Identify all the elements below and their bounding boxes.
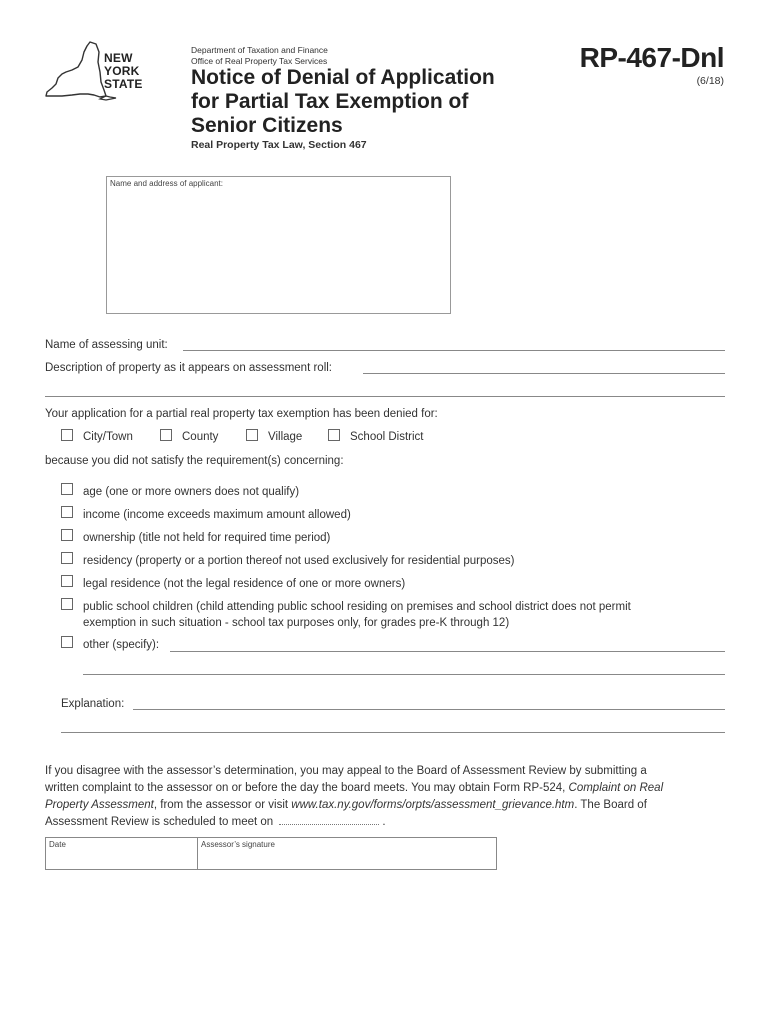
checkbox-income[interactable] [61, 506, 73, 518]
applicant-box-label: Name and address of applicant: [110, 179, 223, 188]
checkbox-other[interactable] [61, 636, 73, 648]
applicant-box[interactable] [106, 176, 451, 314]
form-title [191, 66, 495, 138]
label-age: age (one or more owners does not qualify) [83, 486, 300, 498]
checkbox-school-district[interactable] [328, 429, 340, 441]
title-line-2: for Partial Tax Exemption of [191, 90, 469, 113]
revision-date: (6/18) [696, 75, 724, 87]
title-line-3: Senior Citizens [191, 114, 343, 137]
law-reference: Real Property Tax Law, Section 467 [191, 139, 367, 151]
label-city-town: City/Town [83, 431, 133, 443]
checkbox-residency[interactable] [61, 552, 73, 564]
label-school-district: School District [350, 431, 424, 443]
date-cell[interactable] [46, 838, 198, 869]
label-income: income (income exceeds maximum amount allowed) [83, 509, 351, 521]
assessor-signature-cell[interactable] [198, 838, 496, 869]
label-county: County [182, 431, 219, 443]
appeal-text-4: . The Board of [574, 799, 647, 811]
appeal-text-2: written complaint to the assessor on or before the day the board meets. You may obtain Form RP-524, [45, 782, 569, 794]
appeal-text-6: . [382, 816, 386, 828]
appeal-paragraph [45, 763, 727, 831]
other-specify-field-continued[interactable] [83, 674, 725, 675]
description-field-continued[interactable] [45, 396, 725, 397]
label-public-school-children: public school children (child attending public school residing on premises and school district does not permit [83, 601, 631, 613]
explanation-label: Explanation: [61, 698, 125, 710]
checkbox-public-school-children[interactable] [61, 598, 73, 610]
label-village: Village [268, 431, 303, 443]
label-legal-residence: legal residence (not the legal residence of one or more owners) [83, 578, 406, 590]
because-text: because you did not satisfy the requirement(s) concerning: [45, 455, 344, 467]
explanation-field[interactable] [133, 709, 725, 710]
appeal-text-1: If you disagree with the assessor’s determination, you may appeal to the Board of Assessment Review by submitting a [45, 765, 647, 777]
description-label: Description of property as it appears on assessment roll: [45, 362, 332, 374]
appeal-text-5: Assessment Review is scheduled to meet on [45, 816, 274, 828]
checkbox-county[interactable] [160, 429, 172, 441]
logo-word-3: STATE [104, 77, 143, 91]
label-residency: residency (property or a portion thereof not used exclusively for residential purposes) [83, 555, 515, 567]
grievance-url[interactable]: www.tax.ny.gov/forms/orpts/assessment_grievance.htm [291, 799, 575, 811]
department-line-1: Department of Taxation and Finance [191, 45, 328, 55]
nys-logo [44, 40, 154, 102]
department-block [191, 45, 328, 66]
label-ownership: ownership (title not held for required time period) [83, 532, 331, 544]
explanation-field-continued[interactable] [61, 732, 725, 733]
checkbox-ownership[interactable] [61, 529, 73, 541]
form-name-part-2: Property Assessment [45, 799, 154, 811]
checkbox-village[interactable] [246, 429, 258, 441]
description-field[interactable] [363, 373, 725, 374]
date-label: Date [49, 840, 66, 849]
appeal-text-3: , from the assessor or visit [153, 799, 292, 811]
assessing-unit-field[interactable] [183, 350, 725, 351]
checkbox-age[interactable] [61, 483, 73, 495]
department-line-2: Office of Real Property Tax Services [191, 55, 328, 66]
checkbox-legal-residence[interactable] [61, 575, 73, 587]
meeting-date-field[interactable] [279, 814, 379, 825]
checkbox-city-town[interactable] [61, 429, 73, 441]
other-specify-field[interactable] [170, 651, 725, 652]
assessing-unit-label: Name of assessing unit: [45, 339, 168, 351]
label-other: other (specify): [83, 639, 160, 651]
form-name-part-1: Complaint on Real [568, 782, 664, 794]
title-line-1: Notice of Denial of Application [191, 66, 495, 89]
assessor-signature-label: Assessor’s signature [201, 840, 275, 849]
logo-word-1: NEW [104, 51, 133, 65]
signature-table [45, 837, 497, 870]
label-public-school-children-continued: exemption in such situation - school tax purposes only, for grades pre-K through 12) [83, 617, 510, 629]
logo-word-2: YORK [104, 64, 140, 78]
denial-intro: Your application for a partial real property tax exemption has been denied for: [45, 408, 438, 420]
form-number: RP-467-Dnl [579, 42, 724, 73]
